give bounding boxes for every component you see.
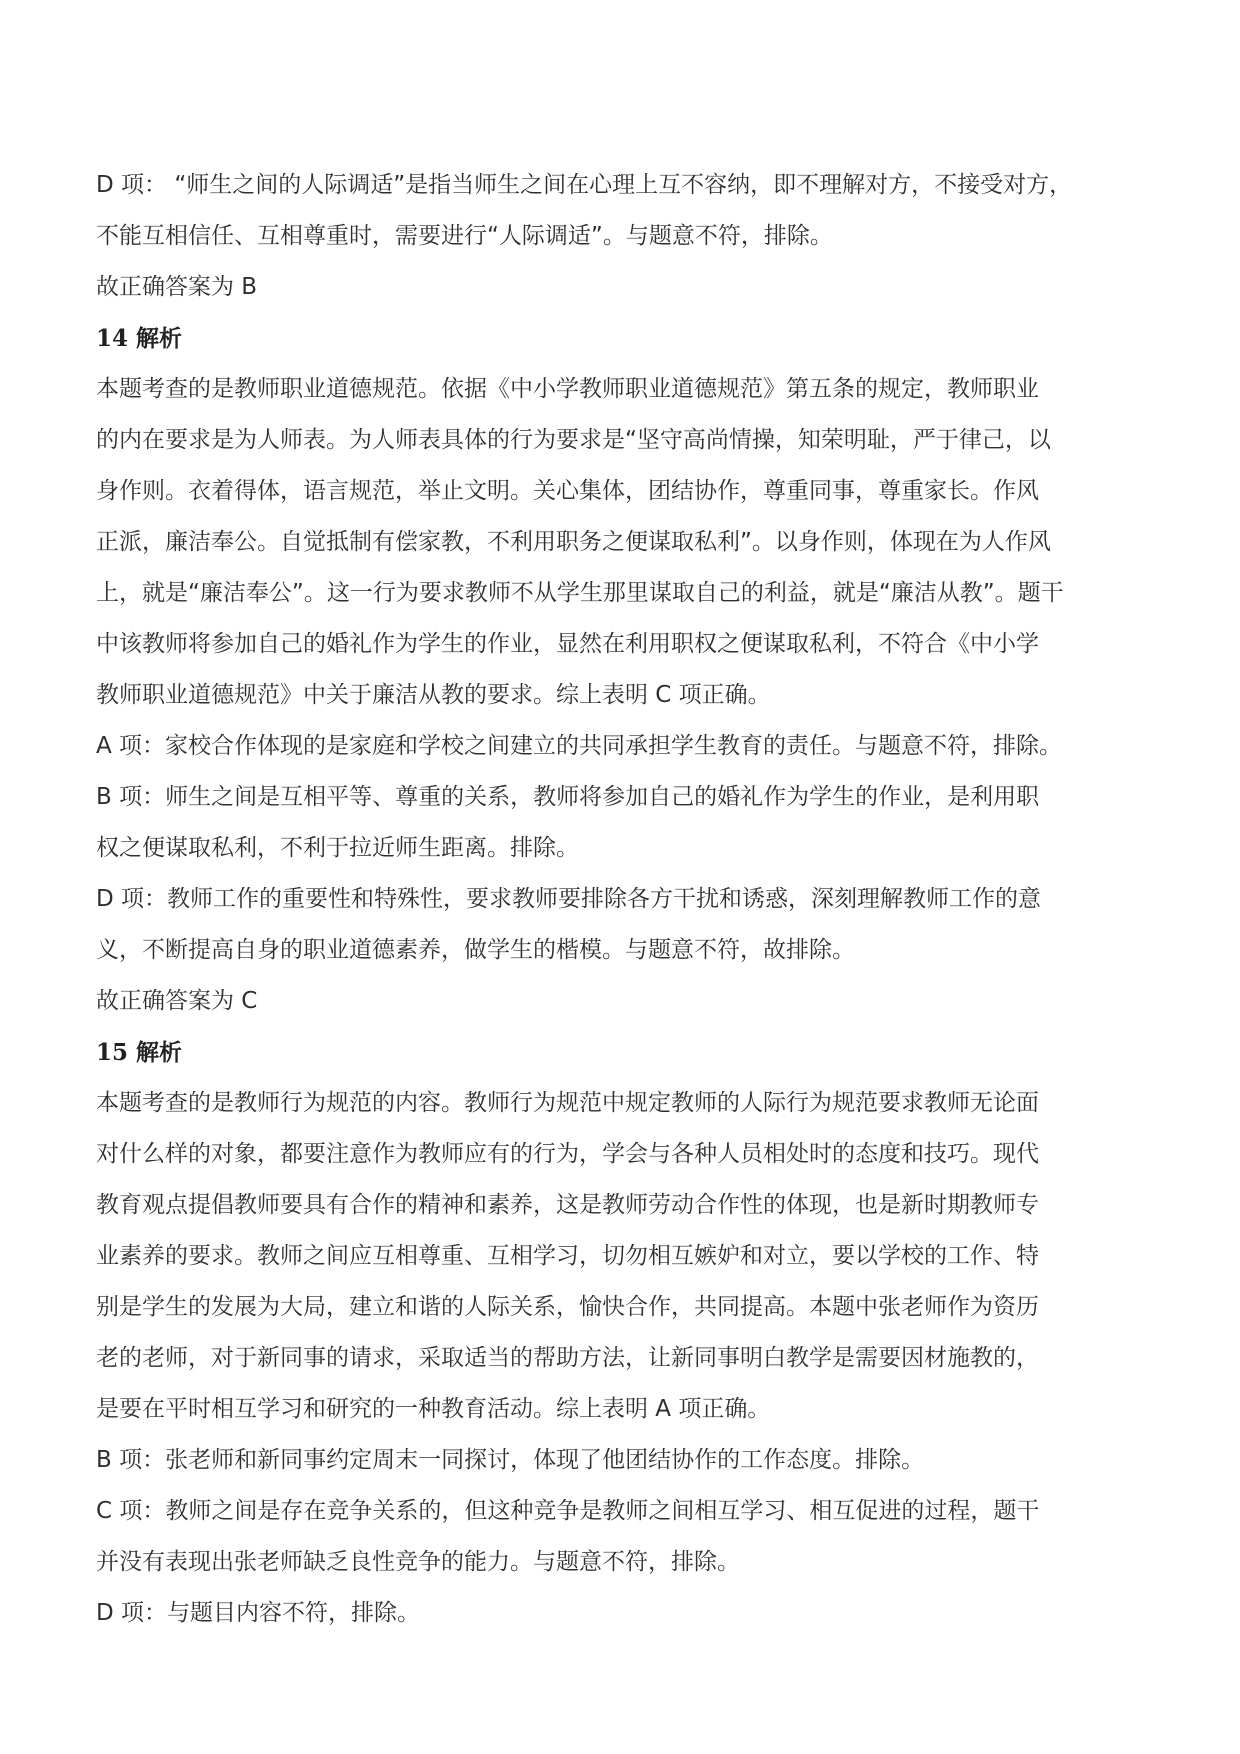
option-d-line: D 项：与题目内容不符，排除。 xyxy=(96,1600,421,1626)
answer-line: 故正确答案为 B xyxy=(96,274,258,300)
paragraph-line: 身作则。衣着得体，语言规范，举止文明。关心集体，团结协作，尊重同事，尊重家长。作风 xyxy=(96,478,1039,504)
paragraph-line: 是要在平时相互学习和研究的一种教育活动。综上表明 A 项正确。 xyxy=(96,1396,771,1422)
option-a-line: A 项：家校合作体现的是家庭和学校之间建立的共同承担学生教育的责任。与题意不符，排除。 xyxy=(96,733,1063,759)
section-13-tail xyxy=(96,160,1156,313)
option-d-line: D 项：教师工作的重要性和特殊性，要求教师要排除各方干扰和诱惑，深刻理解教师工作的意 xyxy=(96,886,1042,912)
paragraph-line: 业素养的要求。教师之间应互相尊重、互相学习，切勿相互嫉妒和对立，要以学校的工作、特 xyxy=(96,1243,1039,1269)
paragraph-line: 中该教师将参加自己的婚礼作为学生的作业，显然在利用职权之便谋取私利，不符合《中小学 xyxy=(96,631,1039,657)
paragraph-line: 教育观点提倡教师要具有合作的精神和素养，这是教师劳动合作性的体现，也是新时期教师专 xyxy=(96,1192,1039,1218)
section-15 xyxy=(96,1027,1156,1639)
section-heading: 14 解析 xyxy=(96,325,183,352)
option-d-explanation-line-1: D 项： “师生之间的人际调适”是指当师生之间在心理上互不容纳，即不理解对方，不接受对方， xyxy=(96,172,1073,198)
option-b-line: 权之便谋取私利，不利于拉近师生距离。排除。 xyxy=(96,835,579,861)
option-b-line: B 项：张老师和新同事约定周末一同探讨，体现了他团结协作的工作态度。排除。 xyxy=(96,1447,925,1473)
option-d-line: 义，不断提高自身的职业道德素养，做学生的楷模。与题意不符，故排除。 xyxy=(96,937,855,963)
paragraph-line: 老的老师，对于新同事的请求，采取适当的帮助方法，让新同事明白教学是需要因材施教的， xyxy=(96,1345,1039,1371)
paragraph-line: 上，就是“廉洁奉公”。这一行为要求教师不从学生那里谋取自己的利益，就是“廉洁从教”。题干 xyxy=(96,580,1064,606)
document-page xyxy=(96,160,1156,1639)
paragraph-line: 本题考查的是教师行为规范的内容。教师行为规范中规定教师的人际行为规范要求教师无论面 xyxy=(96,1090,1039,1116)
paragraph-line: 教师职业道德规范》中关于廉洁从教的要求。综上表明 C 项正确。 xyxy=(96,682,771,708)
paragraph-line: 别是学生的发展为大局，建立和谐的人际关系，愉快合作，共同提高。本题中张老师作为资历 xyxy=(96,1294,1039,1320)
option-b-line: B 项：师生之间是互相平等、尊重的关系，教师将参加自己的婚礼作为学生的作业，是利用职 xyxy=(96,784,1040,810)
answer-line: 故正确答案为 C xyxy=(96,988,258,1014)
paragraph-line: 本题考查的是教师职业道德规范。依据《中小学教师职业道德规范》第五条的规定，教师职业 xyxy=(96,376,1039,402)
option-c-line: 并没有表现出张老师缺乏良性竞争的能力。与题意不符，排除。 xyxy=(96,1549,740,1575)
paragraph-line: 的内在要求是为人师表。为人师表具体的行为要求是“坚守高尚情操，知荣明耻，严于律己，以 xyxy=(96,427,1051,453)
section-heading: 15 解析 xyxy=(96,1039,183,1066)
option-c-line: C 项：教师之间是存在竞争关系的，但这种竞争是教师之间相互学习、相互促进的过程，题干 xyxy=(96,1498,1040,1524)
paragraph-line: 对什么样的对象，都要注意作为教师应有的行为，学会与各种人员相处时的态度和技巧。现代 xyxy=(96,1141,1039,1167)
section-14 xyxy=(96,313,1156,1027)
option-d-explanation-line-2: 不能互相信任、互相尊重时，需要进行“人际调适”。与题意不符，排除。 xyxy=(96,223,833,249)
paragraph-line: 正派，廉洁奉公。自觉抵制有偿家教，不利用职务之便谋取私利”。以身作则，体现在为人作风 xyxy=(96,529,1051,555)
